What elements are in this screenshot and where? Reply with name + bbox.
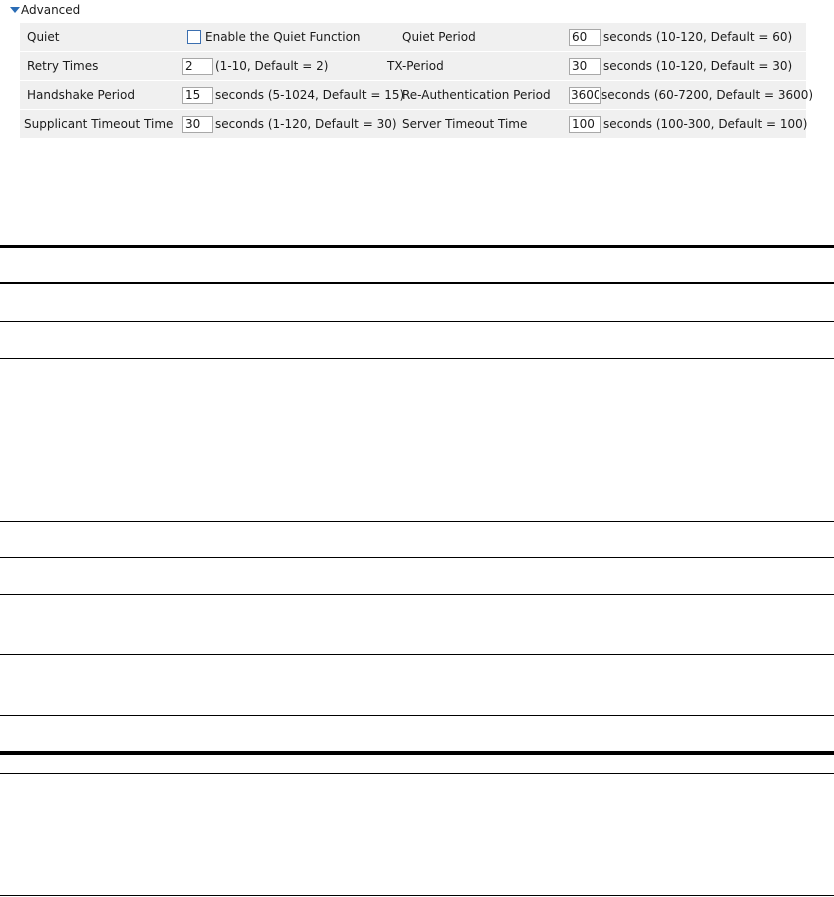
server-timeout-hint: seconds (100-300, Default = 100): [603, 117, 808, 131]
tx-period-hint: seconds (10-120, Default = 30): [603, 59, 793, 73]
retry-times-label-cell: [27, 52, 98, 80]
advanced-section-toggle[interactable]: [10, 2, 80, 18]
quiet-period-hint: seconds (10-120, Default = 60): [603, 30, 793, 44]
settings-row: [20, 110, 806, 138]
table-row-divider: [0, 594, 834, 595]
server-timeout-label: Server Timeout Time: [402, 117, 528, 131]
reauth-period-label: Re-Authentication Period: [402, 88, 551, 102]
settings-row: [20, 23, 806, 51]
server-timeout-input-cell: [569, 110, 807, 138]
reauth-period-input[interactable]: [569, 87, 601, 104]
quiet-label-cell: [27, 23, 59, 51]
table-row-divider: [0, 557, 834, 558]
tx-period-label-cell: [387, 52, 444, 80]
settings-row: [20, 52, 806, 80]
section-title: Advanced: [21, 3, 81, 17]
supplicant-timeout-label-cell: [24, 110, 173, 138]
quiet-checkbox-cell: [187, 23, 361, 51]
triangle-down-icon: [10, 7, 20, 13]
table-row-divider: [0, 715, 834, 716]
retry-times-input[interactable]: [182, 58, 213, 75]
server-timeout-input[interactable]: [569, 116, 601, 133]
handshake-period-hint: seconds (5-1024, Default = 15): [215, 88, 405, 102]
quiet-label: Quiet: [27, 30, 60, 44]
table-top-rule: [0, 245, 834, 248]
quiet-checkbox-label[interactable]: Enable the Quiet Function: [205, 30, 361, 44]
section-rule: [0, 773, 834, 774]
handshake-period-input[interactable]: [182, 87, 213, 104]
retry-times-input-cell: [182, 52, 328, 80]
table-row-divider: [0, 321, 834, 322]
server-timeout-label-cell: [402, 110, 527, 138]
handshake-period-input-cell: [182, 81, 404, 109]
table-header-rule: [0, 282, 834, 284]
section-rule: [0, 895, 834, 896]
supplicant-timeout-label: Supplicant Timeout Time: [24, 117, 174, 131]
retry-times-hint: (1-10, Default = 2): [215, 59, 329, 73]
reauth-period-label-cell: [402, 81, 551, 109]
tx-period-label: TX-Period: [387, 59, 444, 73]
table-row-divider: [0, 521, 834, 522]
quiet-period-label: Quiet Period: [402, 30, 476, 44]
table-row-divider: [0, 358, 834, 359]
table-row-divider: [0, 654, 834, 655]
quiet-enable-checkbox[interactable]: [187, 30, 201, 44]
supplicant-timeout-input-cell: [182, 110, 397, 138]
supplicant-timeout-hint: seconds (1-120, Default = 30): [215, 117, 397, 131]
handshake-period-label: Handshake Period: [27, 88, 135, 102]
table-bottom-rule: [0, 751, 834, 755]
quiet-period-input-cell: [569, 23, 792, 51]
settings-row: [20, 81, 814, 109]
reauth-period-input-cell: [569, 81, 813, 109]
handshake-period-label-cell: [27, 81, 135, 109]
retry-times-label: Retry Times: [27, 59, 99, 73]
tx-period-input[interactable]: [569, 58, 601, 75]
reauth-period-hint: seconds (60-7200, Default = 3600): [601, 88, 814, 102]
advanced-settings-grid: [20, 23, 814, 139]
quiet-period-input[interactable]: [569, 29, 601, 46]
tx-period-input-cell: [569, 52, 792, 80]
quiet-period-label-cell: [402, 23, 476, 51]
supplicant-timeout-input[interactable]: [182, 116, 213, 133]
